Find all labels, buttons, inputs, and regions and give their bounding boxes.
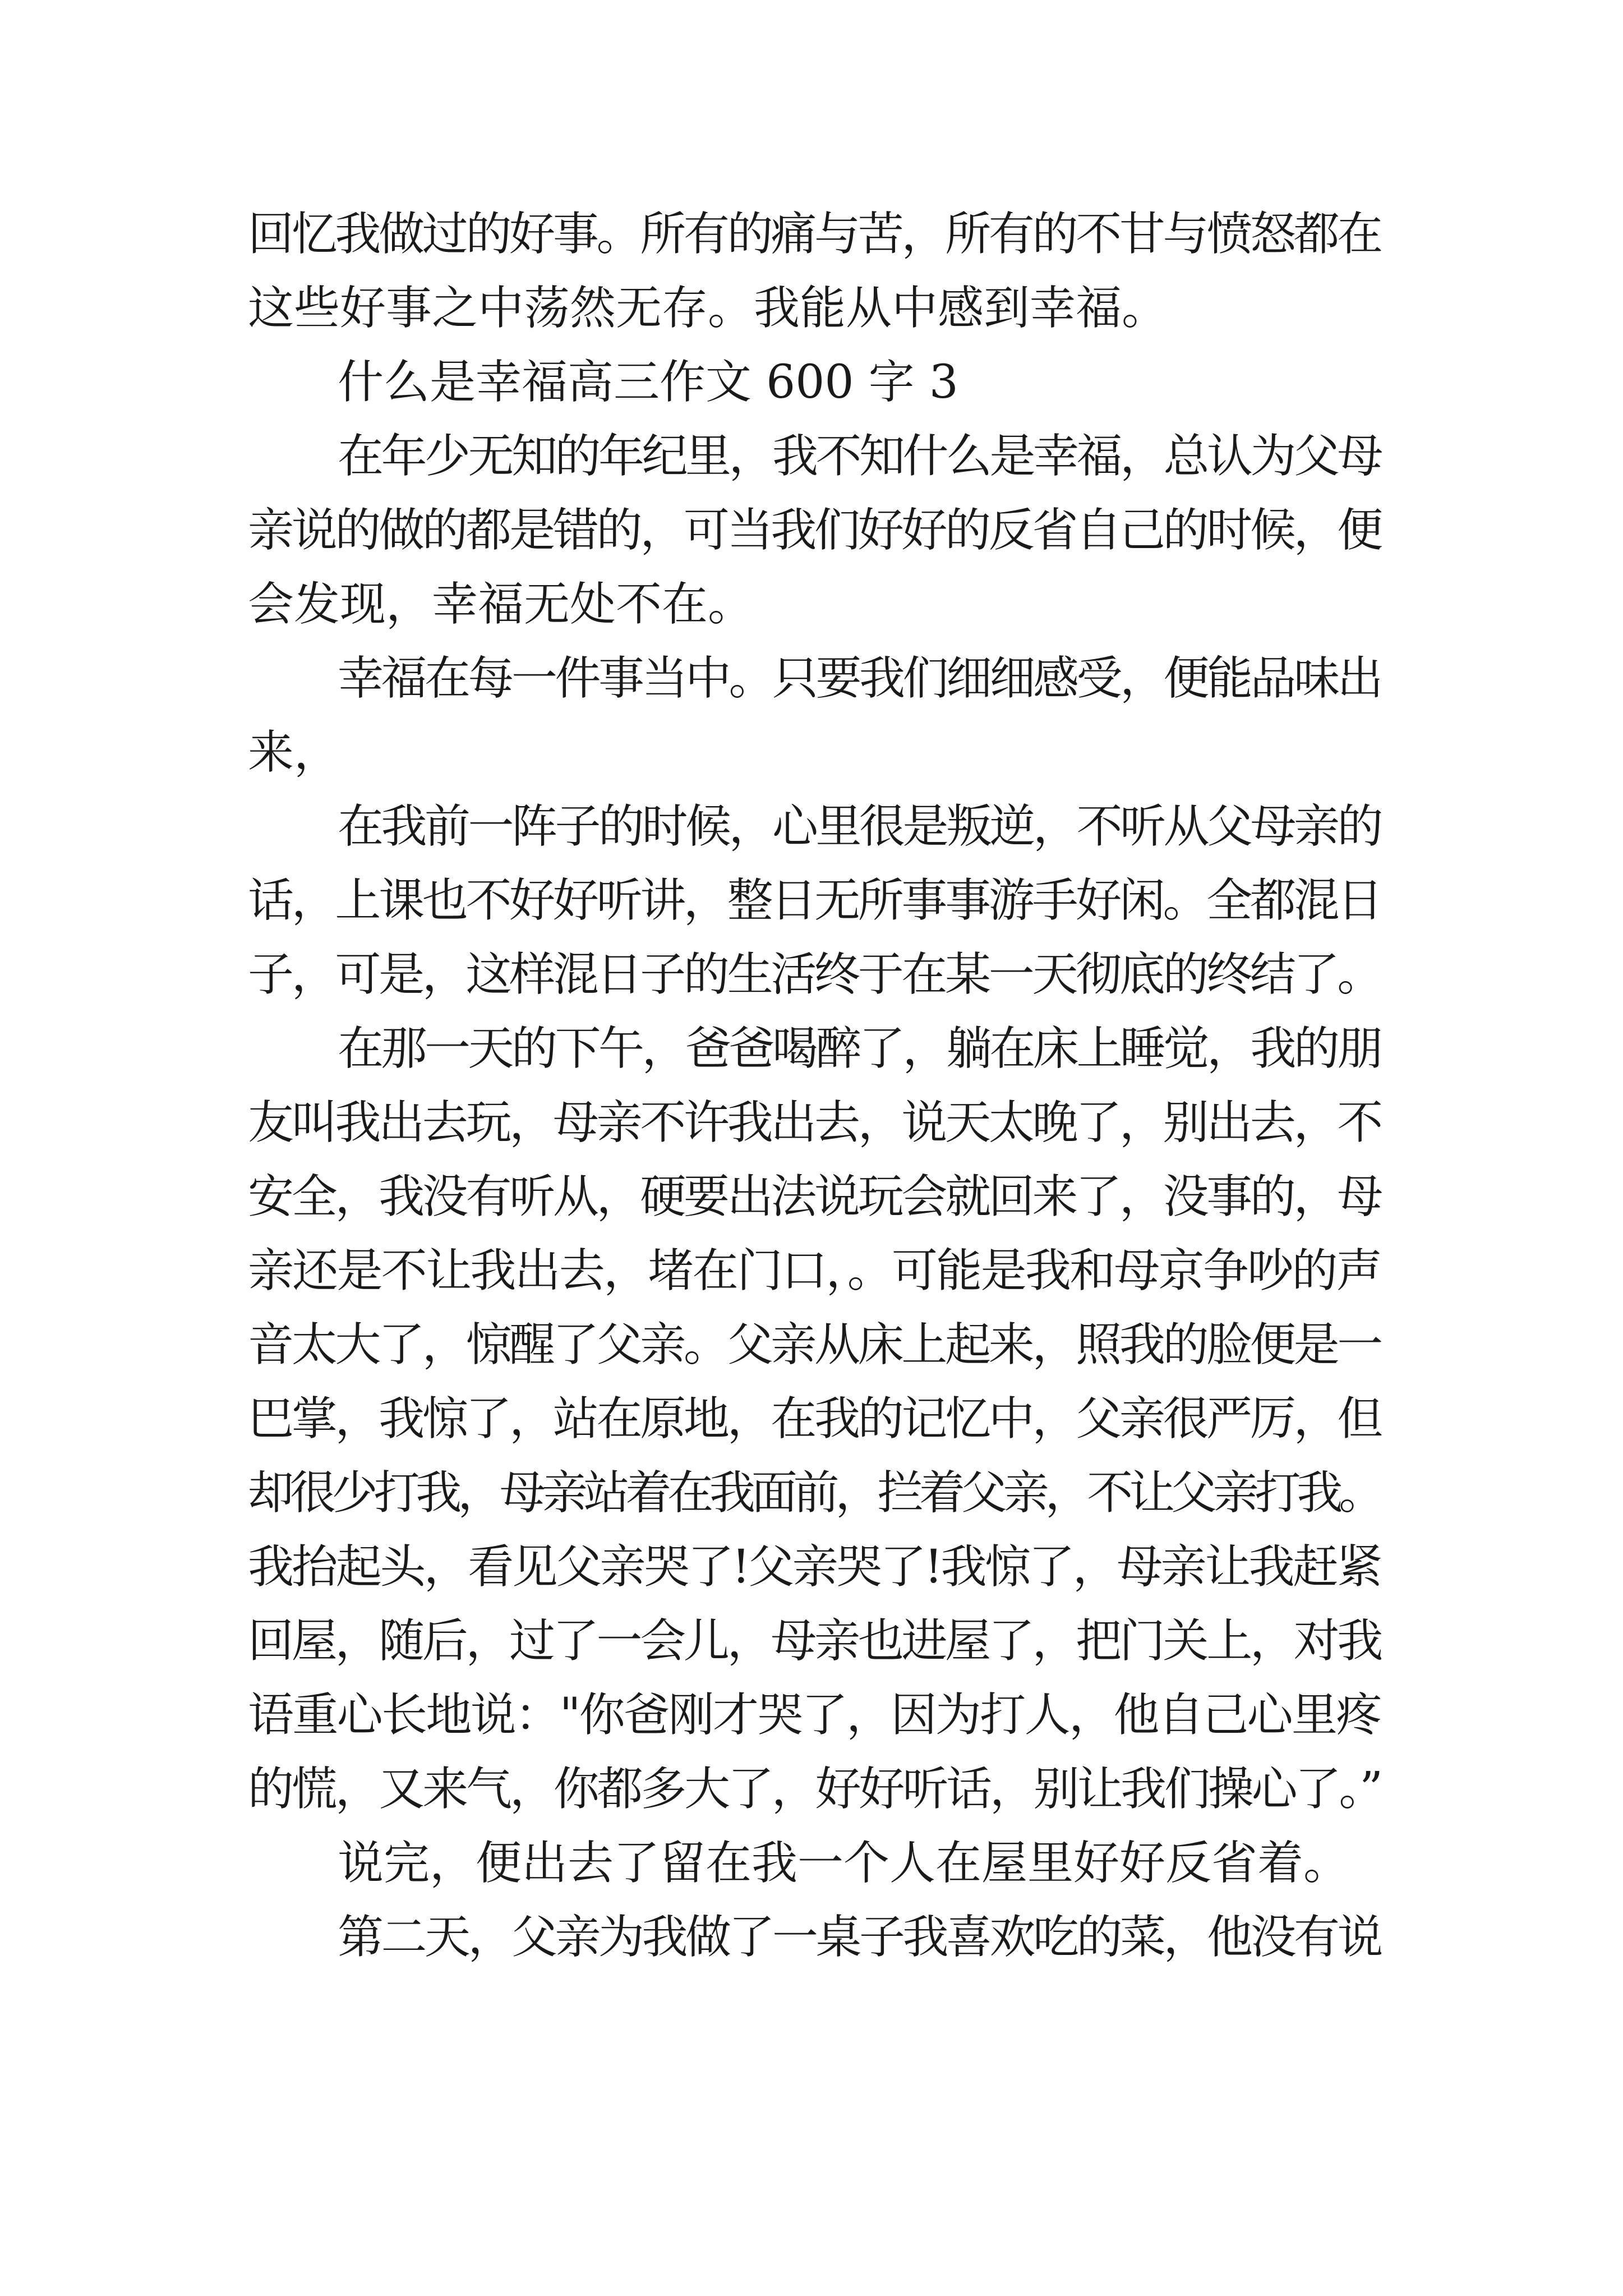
text-line: 巴掌，我惊了，站在原地，在我的记忆中，父亲很严厉，但 bbox=[248, 1392, 1381, 1446]
text-line: 却很少打我，母亲站着在我面前，拦着父亲，不让父亲打我。 bbox=[248, 1466, 1381, 1520]
text-line: 的慌，又来气，你都多大了，好好听话，别让我们操心了。” bbox=[248, 1763, 1381, 1816]
text-line: 幸福在每一件事当中。只要我们细细感受，便能品味出 bbox=[338, 652, 1381, 705]
text-line: 回忆我做过的好事。所有的痛与苦，所有的不甘与愤怒都在 bbox=[248, 208, 1381, 261]
text-line: 子，可是，这样混日子的生活终于在某一天彻底的终结了。 bbox=[248, 948, 1381, 1001]
text-line: 会发现，幸福无处不在。 bbox=[248, 578, 754, 631]
text-line: 在我前一阵子的时候，心里很是叛逆，不听从父母亲的 bbox=[338, 800, 1381, 853]
text-line: 话，上课也不好好听讲，整日无所事事游手好闲。全都混日 bbox=[248, 874, 1381, 927]
text-line: 第二天，父亲为我做了一桌子我喜欢吃的菜，他没有说 bbox=[338, 1911, 1381, 1964]
text-line: 音太大了，惊醒了父亲。父亲从床上起来，照我的脸便是一 bbox=[248, 1318, 1381, 1372]
text-line: 在那一天的下午，爸爸喝醉了，躺在床上睡觉，我的朋 bbox=[338, 1022, 1381, 1075]
text-line: 回屋，随后，过了一会儿，母亲也进屋了，把门关上，对我 bbox=[248, 1614, 1381, 1668]
text-line: 语重心长地说："你爸刚才哭了，因为打人，他自己心里疼 bbox=[248, 1688, 1381, 1742]
text-line: 说完，便出去了留在我一个人在屋里好好反省着。 bbox=[338, 1837, 1350, 1890]
text-line: 友叫我出去玩，母亲不许我出去，说天太晚了，别出去，不 bbox=[248, 1096, 1381, 1149]
text-line: 什么是幸福高三作文 600 字 3 bbox=[338, 356, 958, 409]
text-line: 亲说的做的都是错的，可当我们好好的反省自己的时候，便 bbox=[248, 504, 1381, 557]
text-line: 在年少无知的年纪里，我不知什么是幸福，总认为父母 bbox=[338, 430, 1381, 483]
text-line: 这些好事之中荡然无存。我能从中感到幸福。 bbox=[248, 282, 1168, 335]
essay-body bbox=[248, 197, 1381, 1975]
text-line: 我抬起头，看见父亲哭了!父亲哭了!我惊了，母亲让我赶紧 bbox=[248, 1540, 1381, 1594]
text-line: 安全，我没有听从，硬要出法说玩会就回来了，没事的，母 bbox=[248, 1170, 1381, 1223]
text-line: 亲还是不让我出去，堵在门口，。可能是我和母京争吵的声 bbox=[248, 1244, 1381, 1297]
text-line: 来， bbox=[248, 726, 340, 779]
